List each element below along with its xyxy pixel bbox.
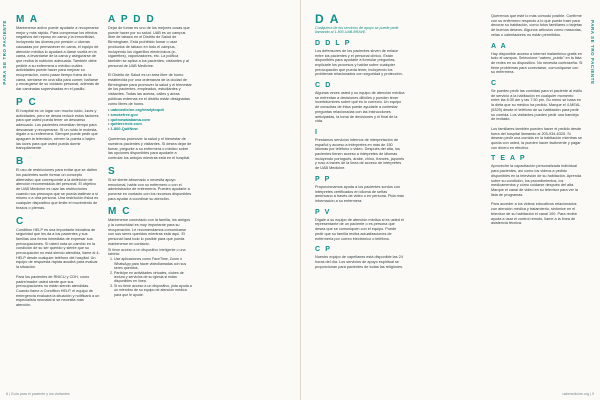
section-text: Se pueden pedir las comidas para el paciente al estilo de servicio a la habitación en cualquier momento entre las 6:30 am y las 7:30 pm. Su menú se basa en la dieta que su médico ha pedido. Marque el 4-MEAL (6325) desde el teléfono de su habitación para pedir su comida. Los visitantes pueden pedir una bandeja de invitado. [491, 89, 582, 122]
section-text: Los familiares también pueden hacer el pedido desde fuera del hospital llamando al 205-934-6325. Si desean pedir una comida en la habitación mientras se queda con usted, la pueden hacer facilmente y pagar con dinero en efectivo. [491, 126, 582, 150]
right-page [300, 0, 600, 400]
resource-link[interactable]: • quittercircle.com [108, 122, 192, 127]
resource-link[interactable]: • quitnowalabama.com [108, 118, 192, 123]
section-text: Para acceder a los videos educativos relacionados con atención médica y tratamiento, sintonice en el televisor de su habitación el canal 100. Para recibir ayuda a usar el control remoto, llame a la línea de asistencia técnica. [491, 202, 577, 226]
section-heading: M C [108, 206, 132, 218]
section-text: Dejar de fumar es uno de los mejores cosas que puede hacer por su salud. UAB es un campus libre de tabaco en el Distrito de Salud de Birmingham. Está prohibido fumar o usar productos de tabaco en todo el campus, incluyendo los cigarrillos electrónicos (e-cigarettes), vaporizadores, etc. La política también se aplica a los pacientes, visitantes y al personal de UAB Medicine. [108, 26, 190, 68]
steps-list [114, 257, 192, 297]
section-text: Queremos que esté lo más cómodo posible. Confirme con su enfermero respecto a lo que puede traer para decorar su habitación, como fotos familiares o tarjetas de buenos deseos. Algunos artículos como mascotas, velas o calentadores no están permitidos. [491, 14, 582, 37]
section-heading: P V [315, 208, 331, 216]
right-column-2 [491, 14, 583, 231]
section-side-tab: PARA SE TRO PACIENTE [2, 20, 7, 85]
section-text: Queremos promover la salud y el bienestar de nuestros pacientes y visitantes. Si desea dejar de fumar, pregunte a su enfermera o médico sobre las opciones disponibles para ayudarle a controlar los antojos mientras está en el hospital. [108, 137, 192, 161]
section-text: Prestamos servicios internos de interpretación de español y acceso a intérpretes en más de 150 idiomas por teléfono o video. Después del alta, los pacientes tienen acceso a intérpretes de idiomas incluyendo portugués, árabe, chino, francés, japonés y ruso a través de la línea de acceso de intérpretes de UAB Medicine. [315, 137, 405, 171]
steps-intro: Si tiene acceso a un dispositivo inteligente o una tableta: [108, 247, 186, 256]
resource-link[interactable]: • 1-800-QuitNow [108, 127, 192, 132]
section-heading: A A [491, 42, 508, 50]
resource-links [108, 108, 192, 133]
section-text: Algunas veces usted y su equipo de atención médica se enfrentan a decisiones difíciles y pueden tener incertidumbres sobre qué es lo correcto. Un equipo de consultas de ética puede ayudarle a contestar preguntas relacionadas con las instrucciones anticipadas, la toma de decisiones y el final de la vida. [315, 91, 405, 124]
left-column-2 [108, 14, 192, 302]
page-footer: uabmedicine.org | 9 [562, 392, 594, 396]
section-subtitle: Cualquiera de los servicios de apoyo se puede pedir llamando al 1-800-UAB-BRAVE. [315, 26, 399, 35]
section-heading: S [108, 165, 117, 177]
section-text: Hay disponible acceso a internet inalámbrico gratis en todo el campus. Seleccione “uabmc_public” en la lista de redes en su dispositivo. No necesita contraseña. Si tiene problemas para conectarse, comuníquese con su enfermera. [491, 51, 583, 75]
section-heading: A P D D [108, 14, 156, 25]
page-footer: 8 | Guía para el paciente y los visitantes [6, 392, 70, 396]
section-heading: B [16, 156, 25, 168]
section-text: El hospital es un lugar con mucho ruido, luces y actividades, pero se desea reducir estos factores para que usted pueda tener un descanso adecuado. Los pacientes necesitan tiempo para descansar y recuperarse. Si un ruido le molesta, dígale a su enfermera. Siempre puede pedir que apaguen la televisión, cierren la puerta o bajen las luces para que usted pueda dormir tranquilamente. [16, 108, 99, 151]
resource-link[interactable]: • uabmedicine.org/readytoquit [108, 108, 192, 113]
section-heading: D A [315, 12, 341, 26]
section-text: El Distrito de Salud es un área libre de humo establecida por una ordenanza de la ciudad de Birmingham para promover la salud y el bienestar de los pacientes, empleados, estudiantes y visitantes. Todas las aceras, calles y áreas públicas externas en el distrito están designadas como libres de humo. [108, 73, 192, 106]
section-text: Para los pacientes de RNICU y CDH, como padre/madre usted siente que sus preocupaciones no están siendo atendidas. Cuando llame a Condition HELP, el equipo de emergencia evaluará la situación y notificará a un especialista neonatal si se necesita más atención. [16, 274, 100, 308]
section-text: Los defensores de los pacientes sirven de enlace entre los pacientes y el personal clínico. Están disponibles para ayudarle a formular preguntas, explicarle los procesos y hablar sobre cualquier preocupación que pueda tener, incluyendo los problemas relacionados con seguridad y protección. [315, 48, 403, 77]
section-heading: T E A P [491, 155, 527, 163]
section-heading: P P [315, 175, 331, 183]
section-heading: M A [16, 14, 39, 25]
section-side-tab: PARA SE TRO PACIENTE [590, 20, 595, 85]
left-column-1 [16, 14, 100, 313]
section-heading: C [491, 80, 498, 88]
section-text: Proporcionamos ayuda a los pacientes sordos con intérpretes certificados en idioma de señas americano a través de video o en persona. Pida más información a su enfermera. [315, 184, 404, 203]
step-item: 3. Si no tiene acceso a un dispositivo, pida ayuda a un miembro de su equipo de atención médica para que le ayude. [114, 284, 192, 297]
section-heading: C P [315, 246, 332, 254]
section-text: Nuestro equipo de capellanes está disponible las 24 horas del día. Los servicios de apoyo espiritual se proporcionan para pacientes de todas las religiones. [315, 255, 404, 269]
section-heading: P C [16, 96, 38, 108]
section-heading: C [16, 215, 25, 227]
section-heading: I [315, 128, 319, 136]
section-text: Mantenerse conectado con la familia, los amigos y la comunidad es muy importante para su recuperación. Le recomendamos comunicarse con sus seres queridos mientras está aquí. El personal hará todo lo posible para que pueda mantenerse en contacto. [108, 218, 191, 246]
step-item: 1. Use aplicaciones como FaceTime, Zoom o WhatsApp para hacer videollamadas con sus seres queridos. [114, 257, 192, 270]
section-text: Condition HELP es una importante iniciativa de seguridad que les da a los pacientes y sus familias una forma inmediata de expresar sus preocupaciones. Si usted nota un cambio en la condición de su ser querido y siente que su preocupación no está siendo atendida, llame al 4-HELP desde cualquier teléfono del hospital. Un equipo de respuesta rápida acudirá para evaluar la situación. [16, 227, 100, 270]
step-item: 2. Participe en actividades virtuales, clubes de lectura y servicios de su iglesia si están disponibles en línea. [114, 271, 192, 284]
right-column-1 [315, 14, 405, 274]
section-heading: D D L P [315, 39, 351, 47]
section-text: Dígale a su equipo de atención médica si es usted el representante de un paciente o es persona que desea que se comuniquen con el equipo. Puede pedir que su familia reciba actualizaciones de enfermería por correo electrónico o teléfono. [315, 217, 404, 241]
section-text: Mantenerse activo puede ayudarle a recuperarse mejor y más rápido. Para compensar los efectos negativos del reposo en cama y la inmovilidad, incluyendo las úlceras por presión o úlceras causadas por permanecer en cama, el equipo de atención médica lo ayudará a darse vuelta en la cama, a levantarse de la cama y asegurarse de que reciba la nutrición adecuada. También debe pedirle a su enfermera o médico cuáles actividades puede hacer para mejorar su recuperación, como pasar tiempo fuera de la cama, sentarse en una silla para comer, bañarse y encargarse de su cuidado personal, además de dar caminatas supervisadas en el pasillo. [16, 26, 100, 92]
section-heading: C D [315, 82, 332, 90]
section-text: El uso de restricciones para evitar que se dañen los pacientes suele formar un concepto alternativo que corresponde a la definición de atención recomendada del personal. El objetivo de UAB Medicine es usar las restricciones cuando nos preocupa que se pueda lastimar a sí mismo o a otra persona. Una restricción física es cualquier dispositivo que limite el movimiento de brazos o piernas. [16, 168, 99, 210]
section-text: Aproveche la capacitación personalizada individual para pacientes, así como los videos a pedido disponibles en la televisión de su habitación. Aprenda sobre su condición, los procedimientos, los medicamentos y cómo cuidarse después del alta. Marque el canal de video en su televisor para ver la lista de programas. [491, 164, 582, 197]
section-text: Si se siente abrumado o necesita apoyo emocional, hable con su enfermero o con el administrador de enfermería. Pueden ayudarle a ponerse en contacto con los recursos disponibles para ayudar a coordinar su atención. [108, 177, 192, 201]
resource-link[interactable]: • smokefree.gov [108, 113, 192, 118]
